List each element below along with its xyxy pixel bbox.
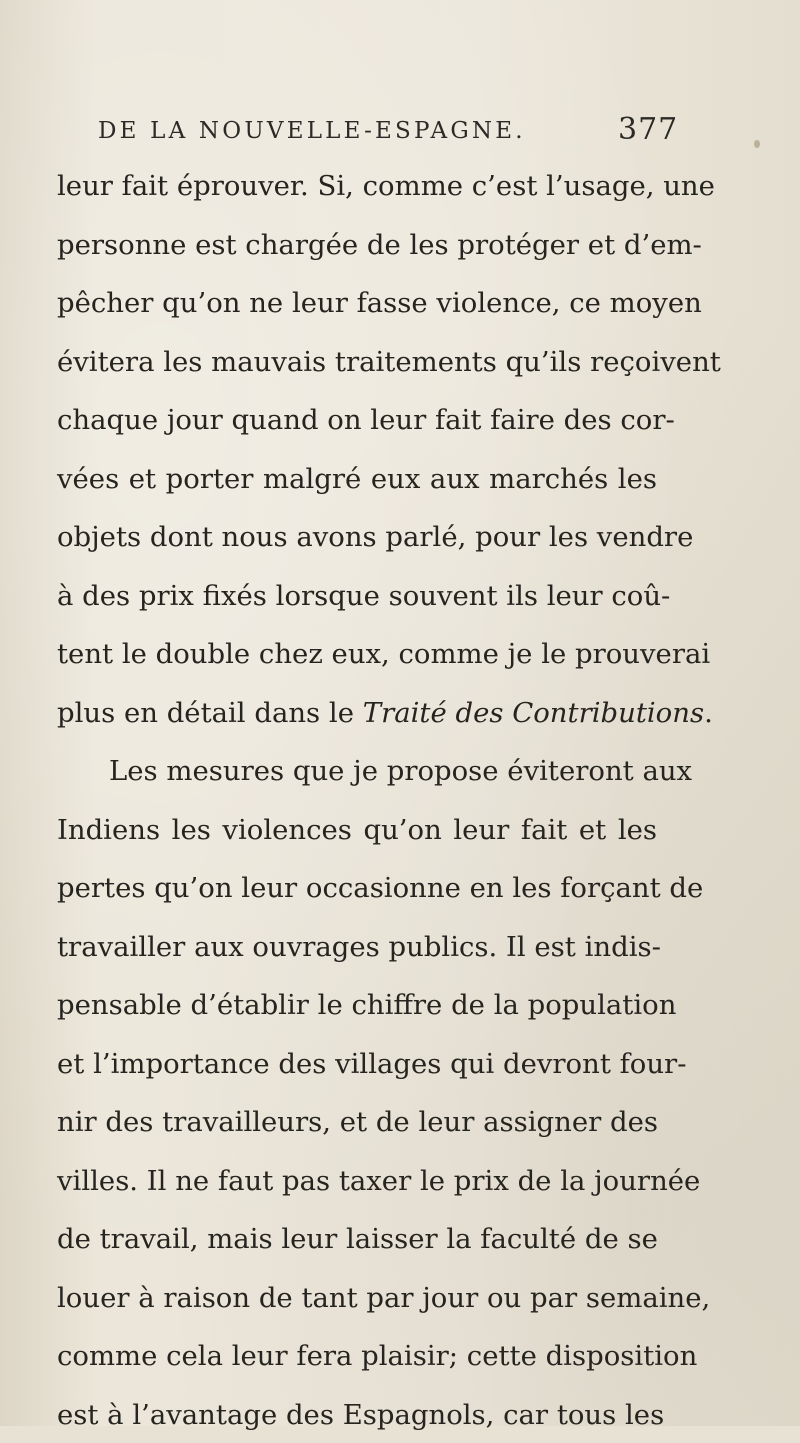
- text-line: villes. Il ne faut pas taxer le prix de la journée: [57, 1164, 701, 1197]
- text-line: nir des travailleurs, et de leur assigner des: [57, 1106, 658, 1138]
- page-number: 377: [618, 112, 679, 147]
- text-line: travailler aux ouvrages publics. Il est indis-: [57, 930, 661, 963]
- text-line: de travail, mais leur laisser la faculté de se: [57, 1223, 658, 1255]
- running-head: DE LA NOUVELLE-ESPAGNE.: [98, 118, 526, 144]
- text-line: tent le double chez eux, comme je le prouverai: [57, 638, 711, 670]
- text-line: leur fait éprouver. Si, comme c’est l’usage, une: [57, 170, 715, 202]
- text-line: pensable d’établir le chiffre de la population: [57, 989, 677, 1021]
- page-header: [0, 112, 800, 158]
- book-title-italic: Traité des Contributions: [362, 696, 705, 729]
- text-line: pêcher qu’on ne leur fasse violence, ce moyen: [57, 287, 702, 319]
- text-line: évitera les mauvais traitements qu’ils reçoivent: [57, 345, 721, 378]
- text-line: chaque jour quand on leur fait faire des cor-: [57, 404, 675, 436]
- text-line: comme cela leur fera plaisir; cette disposition: [57, 1340, 698, 1372]
- text-line: pertes qu’on leur occasionne en les forçant de: [57, 872, 704, 904]
- text-line: Indiens les violences qu’on leur fait et les: [57, 813, 657, 846]
- text-line: objets dont nous avons parlé, pour les vendre: [57, 521, 694, 553]
- paragraph-first-line: Les mesures que je propose éviteront aux: [109, 755, 693, 787]
- text-line: louer à raison de tant par jour ou par semaine,: [57, 1281, 711, 1314]
- text-segment: plus en détail dans le: [57, 696, 363, 729]
- text-line: à des prix fixés lorsque souvent ils leur coû-: [57, 579, 671, 612]
- text-segment: .: [704, 696, 713, 729]
- text-line: et l’importance des villages qui devront four-: [57, 1047, 687, 1080]
- text-line: est à l’avantage des Espagnols, car tous les: [57, 1398, 665, 1431]
- text-line: [57, 696, 713, 741]
- text-line: vées et porter malgré eux aux marchés les: [57, 462, 657, 495]
- text-line: personne est chargée de les protéger et d’em-: [57, 228, 702, 261]
